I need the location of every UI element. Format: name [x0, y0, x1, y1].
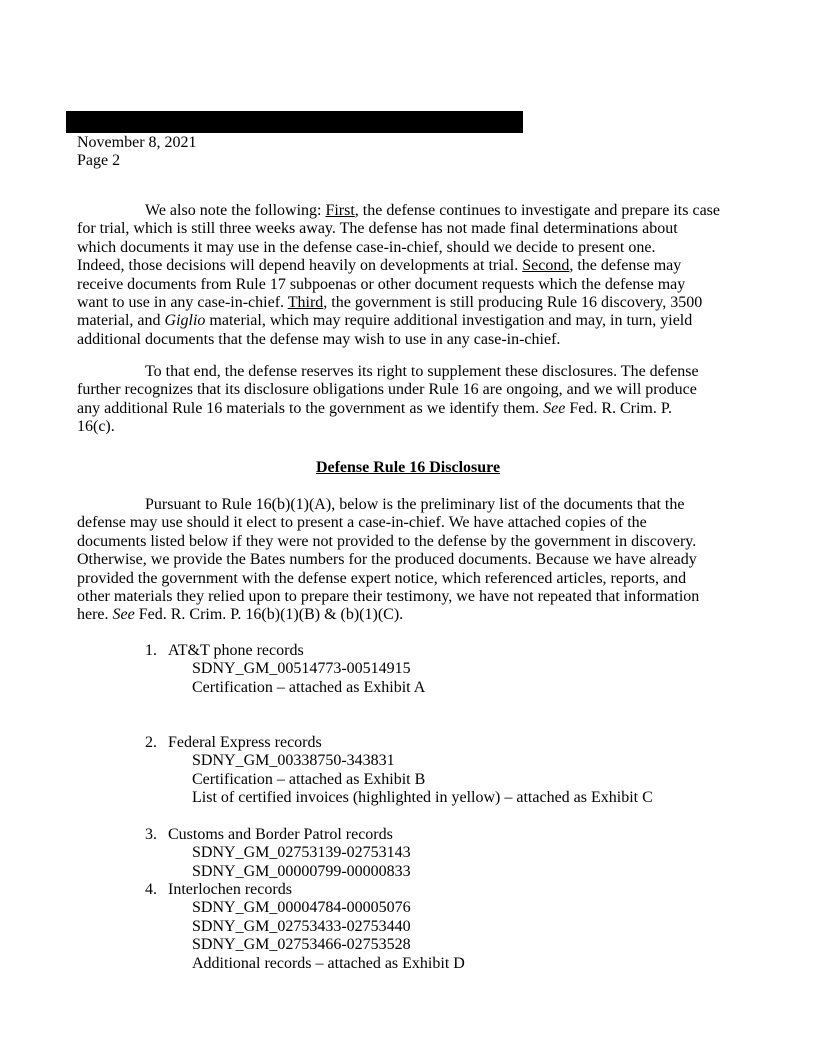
text-run: Pursuant to Rule 16(b)(1)(A), below is the preliminary list of the documents that the [145, 496, 685, 513]
paragraph-line [77, 381, 699, 399]
text-run: receive documents from Rule 17 subpoenas or other document requests which the defense may [77, 275, 686, 293]
paragraph-note [77, 202, 720, 349]
text-run: Fed. R. Crim. P. 16(b)(1)(B) & (b)(1)(C). [134, 606, 404, 624]
list-item-detail: SDNY_GM_02753433-02753440 [192, 917, 411, 935]
paragraph-disclosure [77, 496, 699, 625]
list-item-detail: List of certified invoices (highlighted in yellow) – attached as Exhibit C [192, 789, 653, 807]
text-run: any additional Rule 16 materials to the government as we identify them. [77, 399, 544, 417]
list-item-detail: SDNY_GM_00004784-00005076 [192, 899, 411, 917]
underlined-text: First [325, 202, 355, 219]
text-run: Indeed, those decisions will depend heavily on developments at trial. [77, 257, 523, 275]
list-item-detail: SDNY_GM_02753466-02753528 [192, 936, 411, 954]
text-run: here. [77, 606, 113, 624]
list-item-detail: Additional records – attached as Exhibit D [192, 954, 465, 972]
italic-text: See [543, 399, 566, 417]
text-run: We also note the following: [145, 202, 326, 219]
text-run: documents listed below if they were not provided to the defense by the government in discovery. [77, 532, 697, 550]
paragraph-line [77, 588, 699, 606]
paragraph-reservation [77, 363, 699, 437]
text-run: , the defense may [569, 257, 682, 275]
text-run: which documents it may use in the defense case-in-chief, should we decide to present one. [77, 238, 656, 256]
page-number: Page 2 [77, 152, 121, 170]
letter-header [77, 134, 197, 171]
list-item-title: Federal Express records [168, 734, 322, 751]
text-run: material, which may require additional investigation and may, in turn, yield [205, 312, 693, 330]
text-run: , the government is still producing Rule 16 discovery, 3500 [323, 293, 703, 311]
text-run: other materials they relied upon to prepare their testimony, we have not repeated that information [77, 587, 700, 605]
underlined-text: Second [522, 257, 570, 275]
paragraph-line [77, 570, 699, 588]
list-item-title: Interlochen records [168, 881, 292, 898]
paragraph-line [77, 418, 699, 436]
list-number: 2. [145, 734, 157, 751]
paragraph-line [77, 294, 720, 312]
text-run: Otherwise, we provide the Bates numbers for the produced documents. Because we have already [77, 551, 697, 569]
text-run: material, and [77, 312, 165, 330]
section-heading: Defense Rule 16 Disclosure [315, 459, 501, 476]
redacted-block [66, 111, 523, 133]
italic-text: See [112, 606, 135, 624]
text-run: defense may use should it elect to present a case-in-chief. We have attached copies of the [77, 514, 647, 532]
text-run: To that end, the defense reserves its right to supplement these disclosures. The defense [145, 363, 699, 380]
list-number: 4. [145, 881, 157, 898]
paragraph-line [77, 606, 699, 624]
paragraph-line [77, 514, 699, 532]
list-item-detail: SDNY_GM_00514773-00514915 [192, 660, 411, 678]
list-item-detail: SDNY_GM_02753139-02753143 [192, 844, 411, 862]
text-run: Fed. R. Crim. P. [565, 399, 672, 417]
list-item-title: AT&T phone records [168, 642, 304, 659]
list-item-title: Customs and Border Patrol records [168, 826, 393, 843]
text-run: 16(c). [77, 418, 115, 436]
list-item-detail: Certification – attached as Exhibit B [192, 770, 426, 788]
text-run: want to use in any case-in-chief. [77, 293, 288, 311]
paragraph-line [77, 239, 720, 257]
paragraph-line [77, 363, 699, 381]
list-item-detail: SDNY_GM_00338750-343831 [192, 752, 395, 770]
text-run: for trial, which is still three weeks away. The defense has not made final determinations about [77, 220, 678, 238]
text-run: additional documents that the defense may wish to use in any case-in-chief. [77, 330, 561, 348]
paragraph-line [77, 496, 699, 514]
paragraph-line [77, 533, 699, 551]
paragraph-line [77, 331, 720, 349]
paragraph-line [77, 551, 699, 569]
underlined-text: Third [287, 293, 324, 311]
paragraph-line [77, 400, 699, 418]
paragraph-line [77, 312, 720, 330]
list-item-detail: Certification – attached as Exhibit A [192, 678, 426, 696]
paragraph-line [77, 257, 720, 275]
italic-text: Giglio [164, 312, 206, 330]
paragraph-line [77, 220, 720, 238]
text-run: , the defense continues to investigate and prepare its case [354, 202, 720, 219]
list-number: 3. [145, 826, 157, 843]
text-run: further recognizes that its disclosure obligations under Rule 16 are ongoing, and we will produce [77, 381, 697, 399]
letter-date: November 8, 2021 [77, 134, 197, 151]
paragraph-line [77, 202, 720, 220]
list-number: 1. [145, 642, 157, 659]
text-run: provided the government with the defense expert notice, which referenced articles, reports, and [77, 569, 687, 587]
paragraph-line [77, 276, 720, 294]
list-item-detail: SDNY_GM_00000799-00000833 [192, 862, 411, 880]
